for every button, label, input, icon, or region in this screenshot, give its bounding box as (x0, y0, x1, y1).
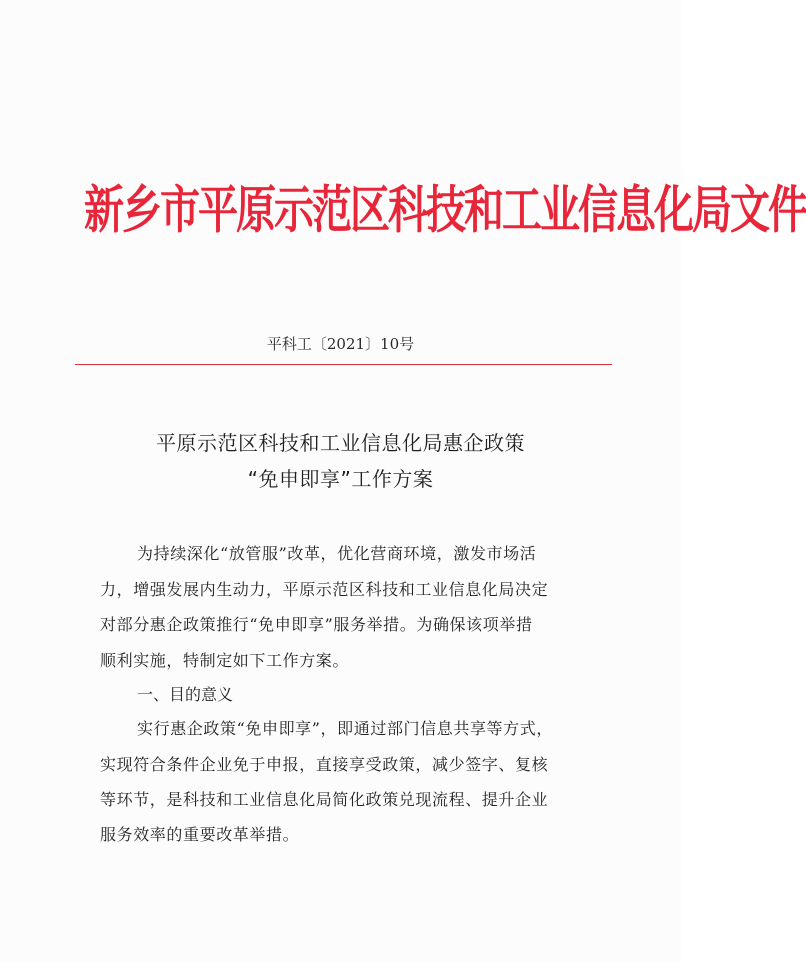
paragraph-1-line-4: 顺利实施，特制定如下工作方案。 (100, 651, 350, 670)
section-1-heading: 一、目的意义 (137, 685, 234, 704)
paragraph-2-line-2: 实现符合条件企业免于申报，直接享受政策，减少签字、复核 (100, 755, 549, 774)
paragraph-1-line-1: 为持续深化“放管服”改革，优化营商环境，激发市场活 (137, 544, 537, 563)
paragraph-2-line-3: 等环节，是科技和工业信息化局简化政策兑现流程、提升企业 (100, 790, 549, 809)
header-divider (75, 364, 612, 365)
paragraph-2-line-1: 实行惠企政策“免申即享”，即通过部门信息共享等方式， (137, 719, 553, 738)
paragraph-1-line-2: 力，增强发展内生动力，平原示范区科技和工业信息化局决定 (100, 580, 549, 599)
document-title-line-1: 平原示范区科技和工业信息化局惠企政策 (156, 431, 525, 455)
paragraph-1-line-3: 对部分惠企政策推行“免申即享”服务举措。为确保该项举措 (100, 615, 533, 634)
document-title-line-2: “免申即享”工作方案 (247, 467, 434, 491)
paragraph-2-line-4: 服务效率的重要改革举措。 (100, 825, 300, 844)
issuer-header-title: 新乡市平原示范区科技和工业信息化局文件 (84, 181, 806, 241)
document-number: 平科工〔2021〕10号 (266, 335, 415, 353)
